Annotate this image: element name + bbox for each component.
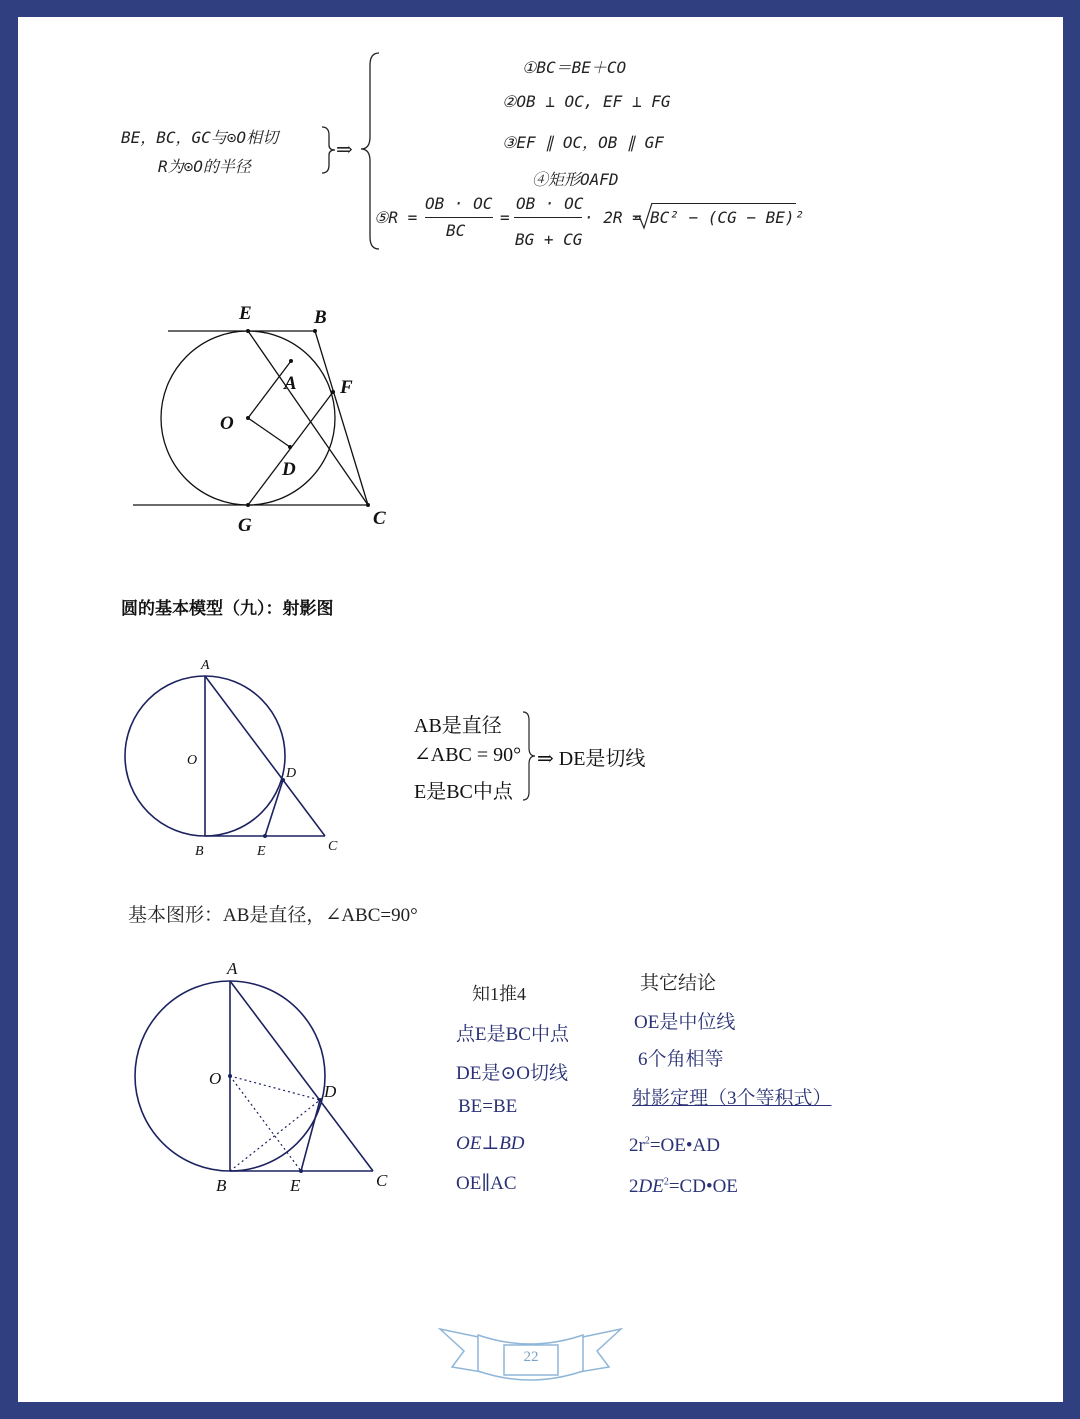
eq1-sup: 2 <box>644 1135 650 1147</box>
frac2-denominator: BG + CG <box>515 230 583 249</box>
label-e: E <box>257 844 266 859</box>
projection-diagram-detailed <box>118 957 408 1197</box>
equation-2 <box>629 1176 738 1198</box>
projection-diagram <box>113 652 363 867</box>
other-item-projection: 射影定理（3个等积式） <box>632 1088 832 1109</box>
label-e: E <box>239 303 252 324</box>
label-d: D <box>282 459 296 480</box>
label-d: D <box>286 766 297 781</box>
tangent-condition: BE，BC，GC与⊙O相切 <box>121 128 279 147</box>
segment-ac <box>205 676 325 836</box>
know-item-midpoint: 点E是BC中点 <box>456 1024 569 1045</box>
conclusion-1: ①BC＝BE＋CO <box>522 58 627 77</box>
label-b: B <box>195 844 204 859</box>
formula-prefix: ⑤R = <box>374 208 418 227</box>
implies-arrow: ⇒ <box>336 137 353 161</box>
label-g: G <box>238 515 252 536</box>
label-e: E <box>290 1176 301 1195</box>
frac2-bar <box>514 217 582 218</box>
formula-mid: · 2R = <box>584 208 642 227</box>
section-title: 圆的基本模型（九）：射影图 <box>121 599 334 619</box>
frac1-denominator: BC <box>446 221 466 240</box>
conclusion-2: ②OB ⊥ OC, EF ⊥ FG <box>502 92 671 111</box>
eq2-sup: 2 <box>663 1176 669 1188</box>
label-o: O <box>209 1069 222 1088</box>
segment-ec <box>248 331 368 505</box>
conclusion-3: ③EF ∥ OC，OB ∥ GF <box>502 133 664 152</box>
sqrt-overline <box>652 203 796 204</box>
label-c: C <box>376 1171 388 1190</box>
tangent-line-bc <box>315 331 368 505</box>
radius-condition: R为⊙O的半径 <box>158 157 251 176</box>
label-f: F <box>340 377 353 398</box>
segment-ac <box>230 981 373 1171</box>
tangent-de <box>265 780 283 836</box>
formula-equals: = <box>500 208 510 227</box>
know-item-perpendicular: OE⊥BD <box>456 1133 525 1154</box>
right-brace <box>322 127 335 173</box>
condition-midpoint: E是BC中点 <box>414 781 513 803</box>
eq2-rhs: =CD•OE <box>668 1176 738 1197</box>
other-item-angles: 6个角相等 <box>638 1049 724 1070</box>
condition-right-angle: ∠ABC = 90° <box>414 744 522 766</box>
page <box>18 17 1063 1402</box>
tangent-diagram <box>118 297 438 557</box>
label-a: A <box>227 959 238 978</box>
eq1-lhs: 2r <box>629 1135 645 1156</box>
eq2-coef: 2 <box>629 1176 639 1197</box>
label-o: O <box>187 753 198 768</box>
know-item-equal: BE=BE <box>458 1096 518 1117</box>
label-a: A <box>284 373 297 394</box>
conclusion-4: ④矩形OAFD <box>532 170 619 189</box>
label-c: C <box>373 508 386 529</box>
label-a: A <box>201 658 210 673</box>
label-d: D <box>324 1082 337 1101</box>
segment-od <box>248 418 290 447</box>
condition-diameter: AB是直径 <box>414 715 502 737</box>
label-o: O <box>220 413 234 434</box>
eq2-de: DE <box>638 1176 664 1197</box>
other-item-midline: OE是中位线 <box>634 1012 736 1033</box>
basic-shape-caption: 基本图形：AB是直径，∠ABC=90° <box>128 905 418 926</box>
tangent-result: ⇒ DE是切线 <box>537 748 646 770</box>
know-item-parallel: OE∥AC <box>456 1173 517 1194</box>
eq1-rhs: =OE•AD <box>649 1135 720 1156</box>
other-title: 其它结论 <box>640 973 717 994</box>
sqrt-content: BC² − (CG − BE)² <box>650 208 805 227</box>
label-b: B <box>216 1176 227 1195</box>
frac1-numerator: OB · OC <box>425 194 493 213</box>
label-b: B <box>314 307 327 328</box>
frac2-numerator: OB · OC <box>516 194 584 213</box>
page-number: 22 <box>523 1349 539 1365</box>
dotted-od <box>230 1076 320 1100</box>
know-item-tangent: DE是⊙O切线 <box>456 1063 568 1084</box>
know-title: 知1推4 <box>472 984 526 1004</box>
equation-1 <box>629 1135 720 1157</box>
label-c: C <box>328 839 338 854</box>
frac1-bar <box>425 217 493 218</box>
